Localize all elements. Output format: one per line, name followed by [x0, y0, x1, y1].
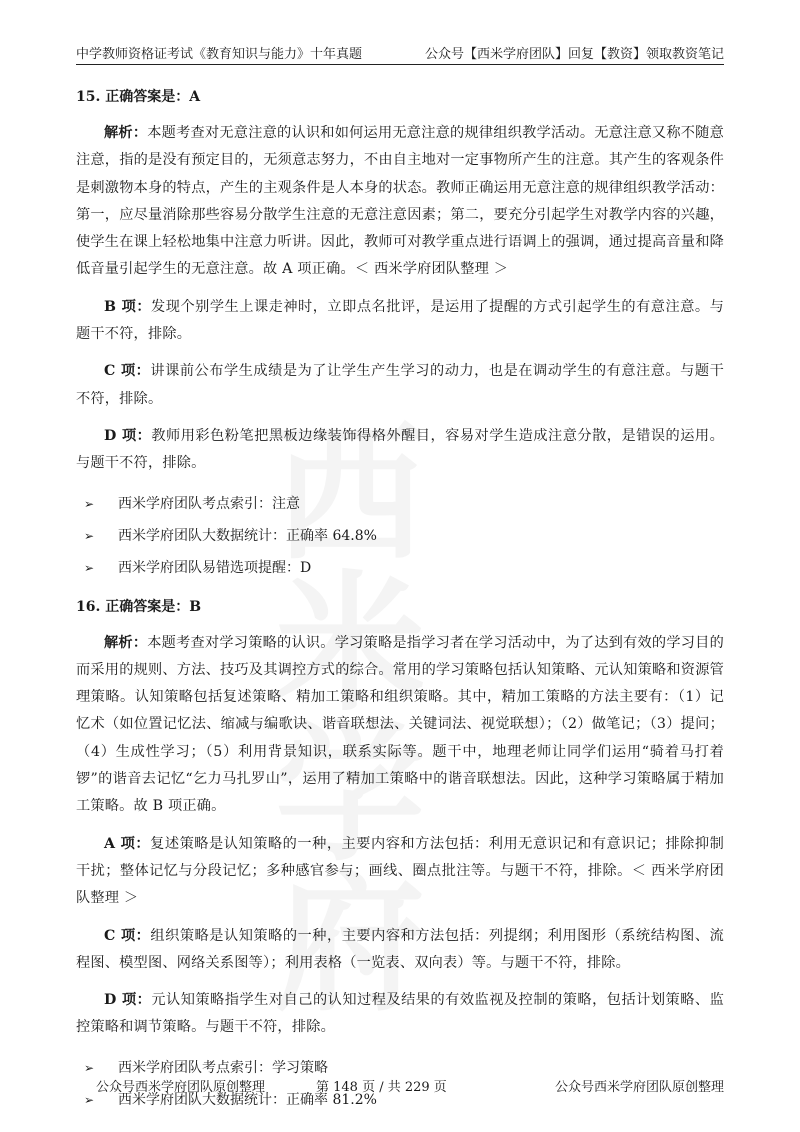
arrow-icon: ➢	[84, 528, 95, 543]
q15-d-label: D 项：	[104, 427, 152, 444]
arrow-icon: ➢	[84, 560, 95, 575]
q16-c-text: 组织策略是认知策略的一种，主要内容和方法包括：列提纲；利用图形（系统结构图、流程图、模型图、网络关系图等）；利用表格（一览表、双向表）等。与题干不符，排除。	[76, 927, 725, 971]
q16-option-c	[76, 923, 724, 978]
list-item: ➢ 西米学府团队考点索引：注意	[76, 488, 724, 520]
q15-c-label: C 项：	[104, 363, 151, 380]
q15-analysis-text: 本题考查对无意注意的认识和如何运用无意注意的规律组织教学活动。无意注意又称不随意注意，指的是没有预定目的，无须意志努力，不由自主地对一定事物所产生的注意。其产生的客观条件是刺激物本身的特点，产生的主观条件是人本身的状态。教师正确运用无意注意的规律组织教学活动：第一，应尽量消除那些容易分散学生注意的无意注意因素；第二，要充分引起学生对教学内容的兴趣，使学生在课上轻松地集中注意力听讲。因此，教师可对教学重点进行语调上的强调，通过提高音量和降低音量引起学生的无意注意。故 A 项正确。＜ 西米学府团队整理 ＞	[76, 125, 724, 278]
page-footer	[96, 1076, 724, 1096]
q15-b-label: B 项：	[104, 298, 152, 315]
q16-analysis	[76, 630, 724, 821]
page-content	[76, 76, 724, 1128]
page-header	[76, 40, 724, 65]
list-item: ➢ 西米学府团队考点索引：学习策略	[76, 1052, 724, 1084]
footer-right: 公众号西米学府团队原创整理	[554, 1080, 724, 1095]
q16-a-text: 复述策略是认知策略的一种，主要内容和方法包括：利用无意识记和有意识记；排除抑制干扰；整体记忆与分段记忆；多种感官参与；画线、圈点批注等。与题干不符，排除。＜ 西米学府团队整理 ＞	[76, 835, 724, 907]
q15-analysis-label: 解析：	[104, 125, 148, 141]
q16-c-label: C 项：	[104, 927, 151, 944]
q16-analysis-label: 解析：	[104, 634, 148, 651]
q16-option-a	[76, 831, 724, 913]
q16-title: 16. 正确答案是：B	[76, 598, 202, 615]
page-number: 第 148 页 / 共 229 页	[316, 1080, 447, 1095]
header-promo: 公众号【西米学府团队】回复【教资】领取教资笔记	[424, 47, 724, 62]
q16-analysis-text: 本题考查对学习策略的认识。学习策略是指学习者在学习活动中，为了达到有效的学习目的而采用的规则、方法、技巧及其调控方式的综合。常用的学习策略包括认知策略、元认知策略和资源管理策略。认知策略包括复述策略、精加工策略和组织策略。其中，精加工策略的方法主要有：（1）记忆术（如位置记忆法、缩减与编歌诀、谐音联想法、关键词法、视觉联想）；（2）做笔记；（3）提问；（4）生成性学习；（5）利用背景知识，联系实际等。题干中，地理老师让同学们运用“骑着马打着锣”的谐音去记忆“乞力马扎罗山”，运用了精加工策略中的谐音联想法。因此，这种学习策略属于精加工策略。故 B 项正确。	[76, 634, 724, 815]
list-item: ➢ 西米学府团队大数据统计：正确率 64.8%	[76, 520, 724, 552]
list-item: ➢ 西米学府团队易错选项提醒：D	[76, 552, 724, 584]
q16-d-text: 元认知策略指学生对自己的认知过程及结果的有效监视及控制的策略，包括计划策略、监控策略和调节策略。与题干不符，排除。	[76, 992, 725, 1036]
q15-b-text: 发现个别学生上课走神时，立即点名批评，是运用了提醒的方式引起学生的有意注意。与题干不符，排除。	[76, 298, 724, 343]
header-title: 中学教师资格证考试《教育知识与能力》十年真题	[76, 47, 363, 62]
q15-c-text: 讲课前公布学生成绩是为了让学生产生学习的动力，也是在调动学生的有意注意。与题干不符，排除。	[76, 363, 725, 407]
q16-option-d	[76, 987, 724, 1042]
q15-title: 15. 正确答案是：A	[76, 89, 201, 105]
q15-bullets	[76, 488, 724, 584]
q15-option-c	[76, 358, 724, 413]
footer-left: 公众号西米学府团队原创整理	[96, 1080, 266, 1095]
arrow-icon: ➢	[84, 496, 95, 511]
q16-a-label: A 项：	[104, 835, 151, 852]
list-item: ➢ 西米学府团队大数据统计：正确率 81.2%	[76, 1084, 724, 1116]
arrow-icon: ➢	[84, 1092, 95, 1107]
arrow-icon: ➢	[84, 1060, 95, 1075]
q15-option-b	[76, 294, 724, 349]
q16-d-label: D 项：	[104, 992, 152, 1009]
q15-option-d	[76, 423, 724, 478]
q15-analysis	[76, 120, 724, 284]
q15-d-text: 教师用彩色粉笔把黑板边缘装饰得格外醒目，容易对学生造成注意分散，是错误的运用。与题干不符，排除。	[76, 427, 725, 472]
